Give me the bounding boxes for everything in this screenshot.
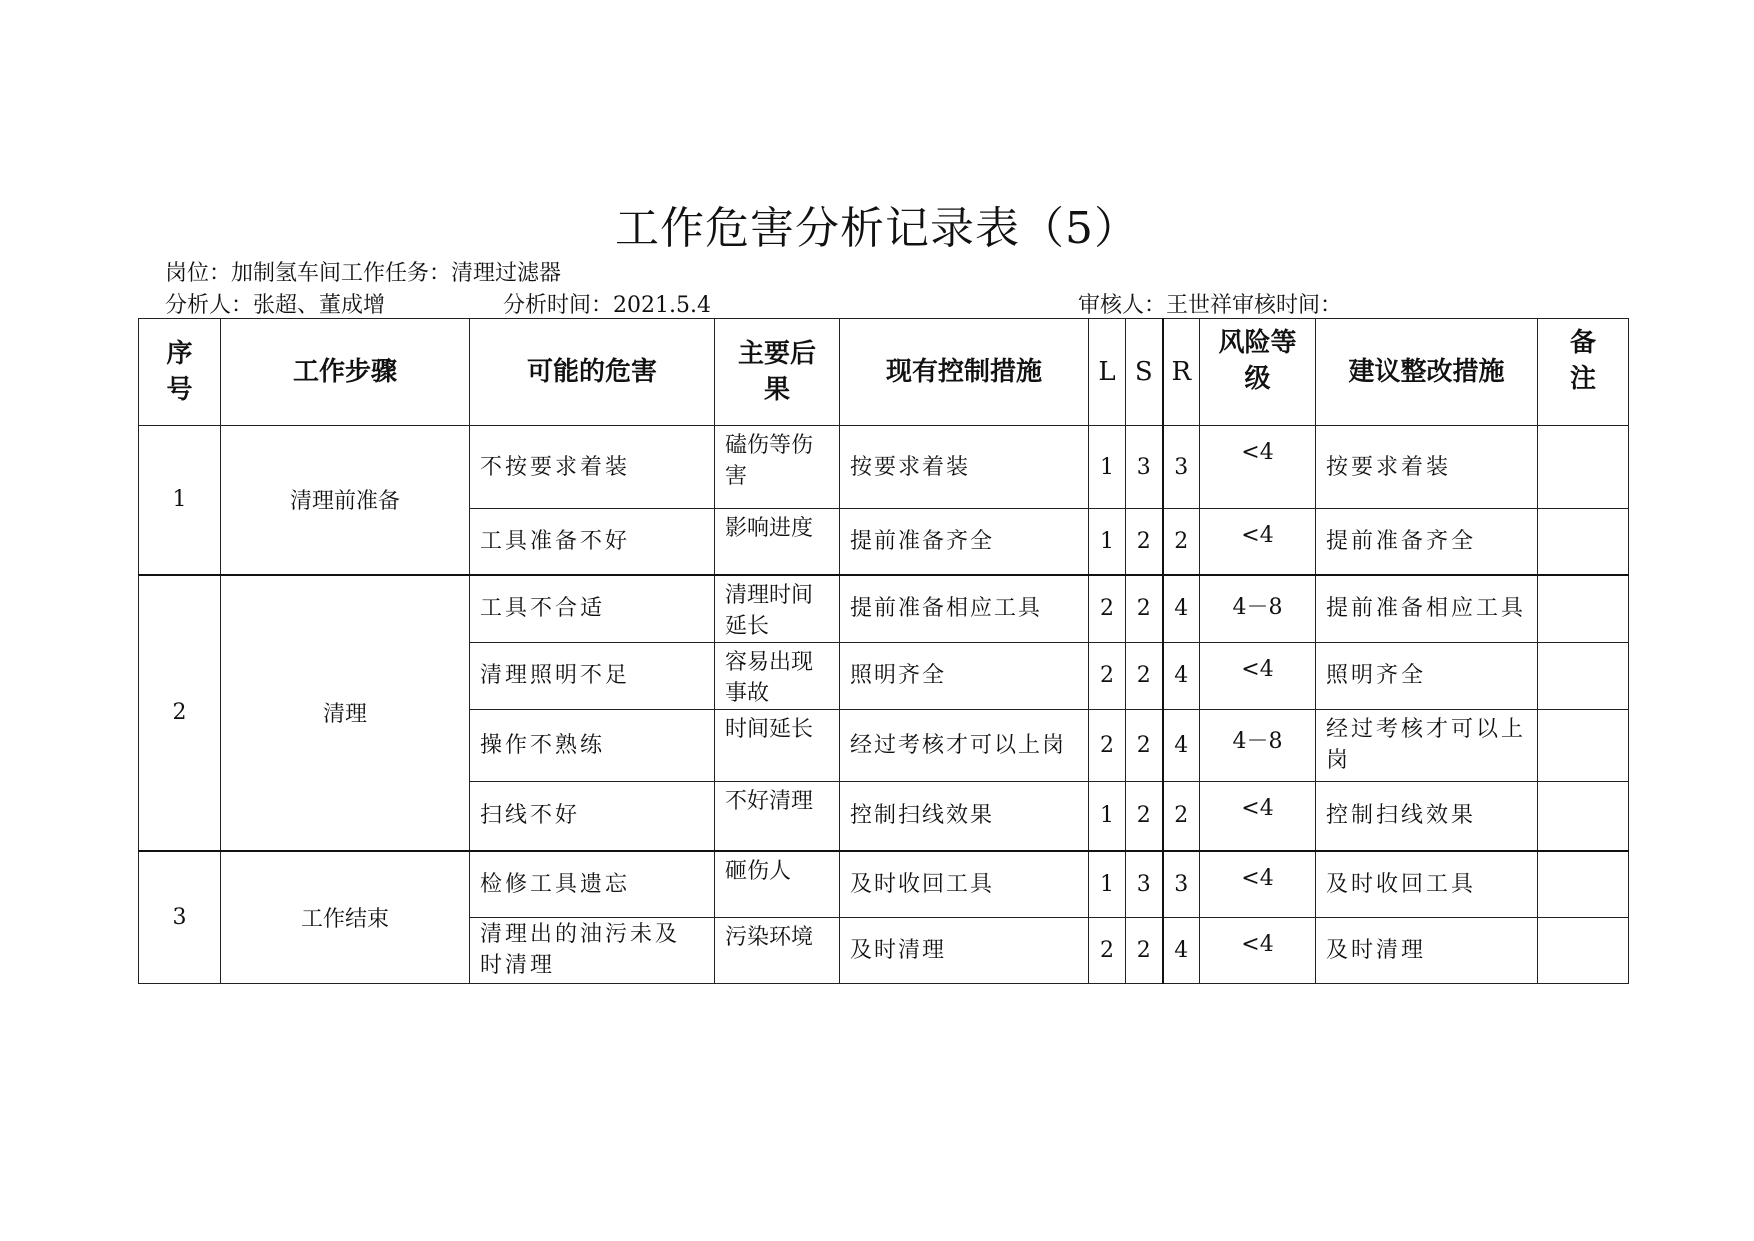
cell-control: 及时收回工具: [840, 851, 1089, 917]
cell-r: 4: [1163, 709, 1200, 781]
cell-step: 清理: [221, 575, 470, 852]
cell-r: 3: [1163, 851, 1200, 917]
cell-l: 1: [1089, 426, 1126, 509]
cell-risk: <4: [1200, 781, 1316, 851]
cell-s: 2: [1126, 642, 1163, 709]
cell-risk: 4－8: [1200, 575, 1316, 643]
cell-control: 按要求着装: [840, 426, 1089, 509]
cell-remark: [1538, 509, 1629, 575]
cell-control: 经过考核才可以上岗: [840, 709, 1089, 781]
cell-consequence: 污染环境: [715, 917, 840, 983]
header-consequence: 主要后果: [715, 319, 840, 426]
cell-control: 照明齐全: [840, 642, 1089, 709]
cell-suggest: 控制扫线效果: [1316, 781, 1538, 851]
cell-s: 2: [1126, 509, 1163, 575]
header-step: 工作步骤: [221, 319, 470, 426]
cell-remark: [1538, 426, 1629, 509]
cell-r: 4: [1163, 642, 1200, 709]
cell-l: 2: [1089, 642, 1126, 709]
cell-risk: <4: [1200, 917, 1316, 983]
cell-suggest: 及时清理: [1316, 917, 1538, 983]
cell-control: 提前准备齐全: [840, 509, 1089, 575]
cell-consequence: 容易出现事故: [715, 642, 840, 709]
analysis-time-line: 分析时间：2021.5.4: [503, 293, 711, 318]
cell-remark: [1538, 917, 1629, 983]
header-l: L: [1089, 319, 1126, 426]
table-row: [139, 851, 1629, 917]
cell-step: 清理前准备: [221, 426, 470, 575]
cell-suggest: 照明齐全: [1316, 642, 1538, 709]
cell-suggest: 经过考核才可以上岗: [1316, 709, 1538, 781]
cell-hazard: 工具不合适: [470, 575, 715, 643]
cell-control: 控制扫线效果: [840, 781, 1089, 851]
cell-s: 3: [1126, 851, 1163, 917]
reviewer-line: 审核人：王世祥审核时间：: [1078, 293, 1343, 318]
table-header-row: [139, 319, 1629, 426]
header-no: 序号: [139, 319, 221, 426]
header-risk: 风险等级: [1200, 319, 1316, 426]
cell-remark: [1538, 642, 1629, 709]
cell-risk: 4－8: [1200, 709, 1316, 781]
table-row: [139, 575, 1629, 643]
cell-consequence: 时间延长: [715, 709, 840, 781]
cell-hazard: 清理照明不足: [470, 642, 715, 709]
cell-hazard: 操作不熟练: [470, 709, 715, 781]
analyst-line: 分析人：张超、董成增: [165, 293, 386, 318]
cell-hazard: 不按要求着装: [470, 426, 715, 509]
header-remark: 备注: [1538, 319, 1629, 426]
header-r: R: [1163, 319, 1200, 426]
cell-r: 4: [1163, 575, 1200, 643]
cell-no: 2: [139, 575, 221, 852]
cell-l: 2: [1089, 709, 1126, 781]
cell-remark: [1538, 851, 1629, 917]
cell-consequence: 砸伤人: [715, 851, 840, 917]
cell-s: 3: [1126, 426, 1163, 509]
cell-s: 2: [1126, 709, 1163, 781]
cell-consequence: 影响进度: [715, 509, 840, 575]
cell-step: 工作结束: [221, 851, 470, 983]
cell-control: 及时清理: [840, 917, 1089, 983]
cell-suggest: 按要求着装: [1316, 426, 1538, 509]
cell-hazard: 扫线不好: [470, 781, 715, 851]
cell-suggest: 提前准备相应工具: [1316, 575, 1538, 643]
cell-consequence: 不好清理: [715, 781, 840, 851]
cell-l: 1: [1089, 781, 1126, 851]
cell-consequence: 清理时间延长: [715, 575, 840, 643]
cell-hazard: 工具准备不好: [470, 509, 715, 575]
cell-risk: <4: [1200, 509, 1316, 575]
cell-risk: <4: [1200, 642, 1316, 709]
header-hazard: 可能的危害: [470, 319, 715, 426]
cell-risk: <4: [1200, 426, 1316, 509]
header-control: 现有控制措施: [840, 319, 1089, 426]
cell-remark: [1538, 575, 1629, 643]
cell-remark: [1538, 781, 1629, 851]
cell-r: 2: [1163, 509, 1200, 575]
cell-no: 1: [139, 426, 221, 575]
page-title: 工作危害分析记录表（5）: [615, 203, 1139, 254]
cell-s: 2: [1126, 575, 1163, 643]
cell-l: 1: [1089, 509, 1126, 575]
cell-r: 2: [1163, 781, 1200, 851]
cell-risk: <4: [1200, 851, 1316, 917]
cell-hazard: 清理出的油污未及时清理: [470, 917, 715, 983]
cell-r: 4: [1163, 917, 1200, 983]
cell-s: 2: [1126, 781, 1163, 851]
cell-no: 3: [139, 851, 221, 983]
post-task-line: 岗位：加制氢车间工作任务：清理过滤器: [165, 261, 562, 286]
table-row: [139, 426, 1629, 509]
cell-l: 1: [1089, 851, 1126, 917]
cell-suggest: 提前准备齐全: [1316, 509, 1538, 575]
cell-l: 2: [1089, 575, 1126, 643]
hazard-analysis-table: [138, 318, 1629, 984]
cell-l: 2: [1089, 917, 1126, 983]
cell-r: 3: [1163, 426, 1200, 509]
cell-consequence: 磕伤等伤害: [715, 426, 840, 509]
cell-remark: [1538, 709, 1629, 781]
header-suggest: 建议整改措施: [1316, 319, 1538, 426]
cell-s: 2: [1126, 917, 1163, 983]
header-s: S: [1126, 319, 1163, 426]
cell-suggest: 及时收回工具: [1316, 851, 1538, 917]
cell-hazard: 检修工具遗忘: [470, 851, 715, 917]
cell-control: 提前准备相应工具: [840, 575, 1089, 643]
